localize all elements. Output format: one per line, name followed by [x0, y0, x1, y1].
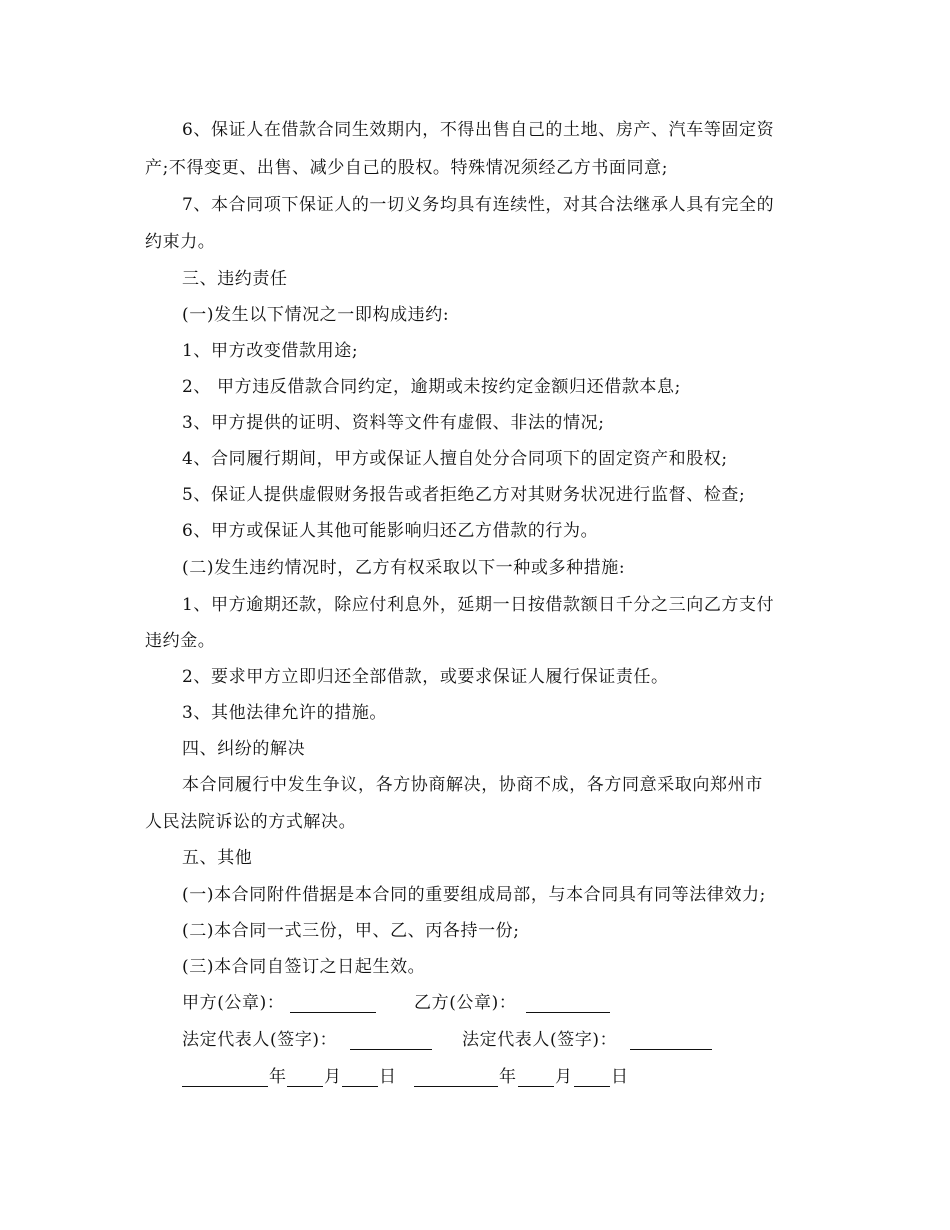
rep-a-label: 法定代表人(签字)： [182, 1030, 338, 1050]
measure-3: 3、其他法律允许的措施。 [182, 703, 388, 723]
section-5-item-2: (二)本合同一式三份，甲、乙、丙各持一份; [182, 921, 520, 941]
date-a-month-label: 月 [324, 1067, 342, 1087]
rep-a-blank [350, 1029, 432, 1050]
breach-item-1: 1、甲方改变借款用途; [182, 341, 359, 361]
rep-b-label: 法定代表人(签字)： [462, 1030, 618, 1050]
date-a-day-label: 日 [379, 1067, 397, 1087]
section-4-heading: 四、纠纷的解决 [182, 739, 306, 759]
section-3-heading: 三、违约责任 [182, 269, 288, 289]
date-a-year-blank [182, 1066, 268, 1087]
measure-1-line-2: 违约金。 [145, 631, 216, 651]
date-b-year-label: 年 [499, 1067, 517, 1087]
section-3-subheading-2: (二)发生违约情况时，乙方有权采取以下一种或多种措施: [182, 558, 626, 578]
breach-item-3: 3、甲方提供的证明、资料等文件有虚假、非法的情况; [182, 413, 605, 433]
section-4-text-line-2: 人民法院诉讼的方式解决。 [145, 812, 357, 832]
section-4-text-line-1: 本合同履行中发生争议，各方协商解决，协商不成，各方同意采取向郑州市 [182, 775, 763, 795]
measure-1-line-1: 1、甲方逾期还款，除应付利息外，延期一日按借款额日千分之三向乙方支付 [182, 595, 775, 615]
party-a-seal-blank [290, 992, 376, 1013]
date-b-day-blank [574, 1066, 610, 1087]
section-5-heading: 五、其他 [182, 848, 253, 868]
breach-item-6: 6、甲方或保证人其他可能影响归还乙方借款的行为。 [182, 521, 599, 541]
seal-row [0, 988, 950, 1018]
date-b-month-blank [518, 1066, 554, 1087]
breach-item-2: 2、 甲方违反借款合同约定，逾期或未按约定金额归还借款本息; [182, 377, 681, 397]
date-a-month-blank [287, 1066, 323, 1087]
section-5-item-3: (三)本合同自签订之日起生效。 [182, 957, 426, 977]
measure-2: 2、要求甲方立即归还全部借款，或要求保证人履行保证责任。 [182, 667, 669, 687]
breach-item-4: 4、合同履行期间，甲方或保证人擅自处分合同项下的固定资产和股权; [182, 449, 728, 469]
representative-row [0, 1025, 950, 1055]
section-5-item-1: (一)本合同附件借据是本合同的重要组成局部，与本合同具有同等法律效力; [182, 885, 766, 905]
rep-b-blank [630, 1029, 712, 1050]
date-b-year-blank [414, 1066, 498, 1087]
date-b-day-label: 日 [611, 1067, 629, 1087]
party-b-seal-blank [526, 992, 610, 1013]
party-b-seal-label: 乙方(公章)： [414, 993, 517, 1013]
date-a-day-blank [342, 1066, 378, 1087]
date-row [0, 1062, 950, 1092]
date-a-year-label: 年 [269, 1067, 287, 1087]
clause-7-line-2: 约束力。 [145, 232, 216, 252]
party-a-seal-label: 甲方(公章)： [182, 993, 285, 1013]
clause-6-line-2: 产;不得变更、出售、减少自己的股权。特殊情况须经乙方书面同意; [145, 158, 669, 178]
clause-6-line-1: 6、保证人在借款合同生效期内，不得出售自己的土地、房产、汽车等固定资 [182, 120, 775, 140]
date-b-month-label: 月 [555, 1067, 573, 1087]
clause-7-line-1: 7、本合同项下保证人的一切义务均具有连续性，对其合法继承人具有完全的 [182, 195, 775, 215]
section-3-subheading-1: (一)发生以下情况之一即构成违约: [182, 305, 450, 325]
breach-item-5: 5、保证人提供虚假财务报告或者拒绝乙方对其财务状况进行监督、检查; [182, 485, 746, 505]
